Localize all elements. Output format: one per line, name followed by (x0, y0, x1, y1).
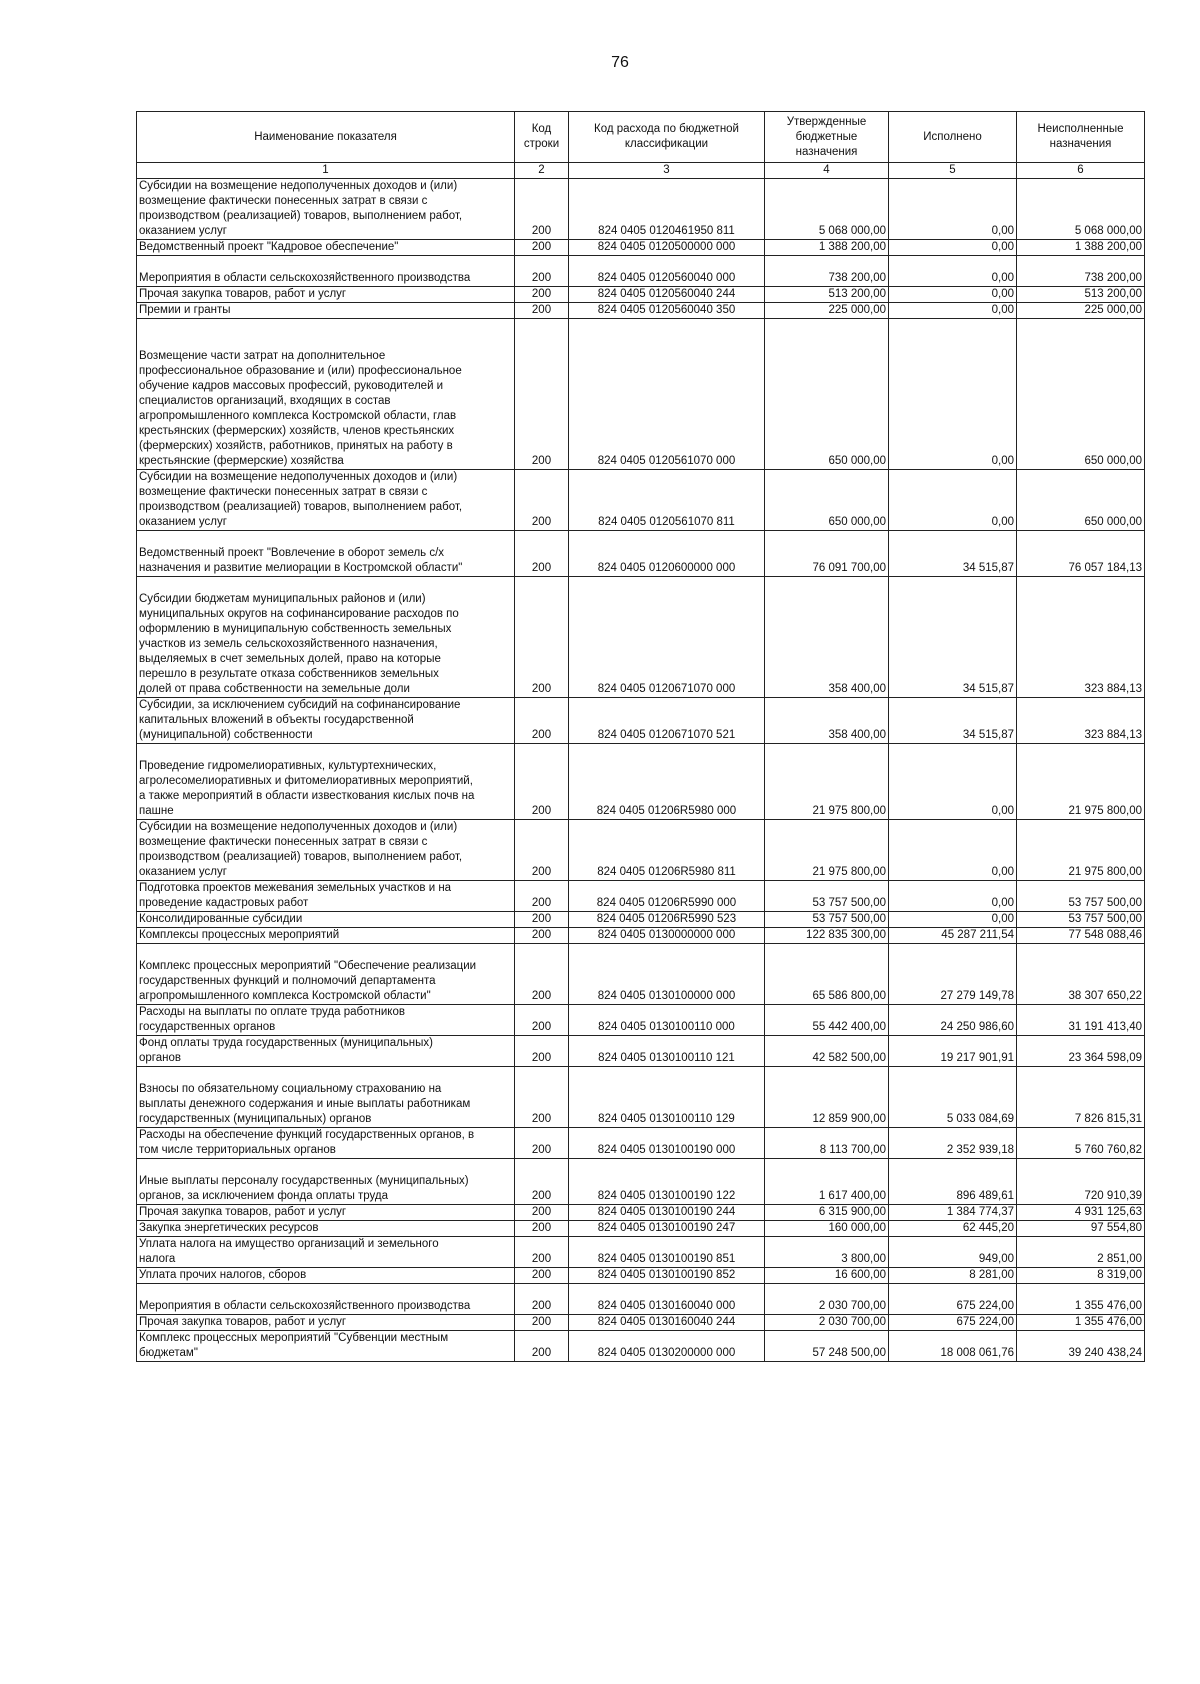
row-classification: 824 0405 0120560040 000 (569, 256, 765, 287)
row-code: 200 (515, 1128, 569, 1159)
row-code: 200 (515, 1005, 569, 1036)
row-name: Уплата прочих налогов, сборов (137, 1268, 515, 1284)
table-row (137, 1331, 1145, 1362)
row-unexecuted: 1 388 200,00 (1017, 240, 1145, 256)
row-unexecuted: 323 884,13 (1017, 577, 1145, 698)
row-executed: 0,00 (889, 881, 1017, 912)
row-code: 200 (515, 698, 569, 744)
row-executed: 0,00 (889, 179, 1017, 240)
row-classification: 824 0405 0130000000 000 (569, 928, 765, 944)
row-approved: 21 975 800,00 (765, 744, 889, 820)
row-executed: 675 224,00 (889, 1284, 1017, 1315)
column-number: 2 (515, 163, 569, 179)
row-classification: 824 0405 0120500000 000 (569, 240, 765, 256)
row-approved: 3 800,00 (765, 1237, 889, 1268)
table-row (137, 303, 1145, 319)
table-row (137, 470, 1145, 531)
row-classification: 824 0405 0120600000 000 (569, 531, 765, 577)
row-code: 200 (515, 1268, 569, 1284)
row-executed: 34 515,87 (889, 577, 1017, 698)
row-approved: 21 975 800,00 (765, 820, 889, 881)
row-classification: 824 0405 0130100190 851 (569, 1237, 765, 1268)
row-executed: 896 489,61 (889, 1159, 1017, 1205)
table-row (137, 698, 1145, 744)
row-approved: 16 600,00 (765, 1268, 889, 1284)
table-row (137, 531, 1145, 577)
row-classification: 824 0405 0120560040 350 (569, 303, 765, 319)
row-unexecuted: 77 548 088,46 (1017, 928, 1145, 944)
row-name: Прочая закупка товаров, работ и услуг (137, 1205, 515, 1221)
row-executed: 0,00 (889, 319, 1017, 470)
row-unexecuted: 38 307 650,22 (1017, 944, 1145, 1005)
row-approved: 12 859 900,00 (765, 1067, 889, 1128)
table-row (137, 928, 1145, 944)
row-executed: 24 250 986,60 (889, 1005, 1017, 1036)
row-code: 200 (515, 881, 569, 912)
row-executed: 2 352 939,18 (889, 1128, 1017, 1159)
row-unexecuted: 97 554,80 (1017, 1221, 1145, 1237)
row-classification: 824 0405 0130100190 247 (569, 1221, 765, 1237)
row-unexecuted: 39 240 438,24 (1017, 1331, 1145, 1362)
row-approved: 5 068 000,00 (765, 179, 889, 240)
row-name: Мероприятия в области сельскохозяйственного производства (137, 1284, 515, 1315)
header-name: Наименование показателя (137, 112, 515, 163)
header-approved: Утвержденные бюджетные назначения (765, 112, 889, 163)
row-approved: 738 200,00 (765, 256, 889, 287)
row-name: Комплекс процессных мероприятий "Обеспечение реализации государственных функций и полномочий департамента агропромышленного комплекса Костромской области" (137, 944, 515, 1005)
row-name: Прочая закупка товаров, работ и услуг (137, 1315, 515, 1331)
row-unexecuted: 720 910,39 (1017, 1159, 1145, 1205)
row-name: Прочая закупка товаров, работ и услуг (137, 287, 515, 303)
column-number: 5 (889, 163, 1017, 179)
row-code: 200 (515, 1036, 569, 1067)
row-unexecuted: 5 068 000,00 (1017, 179, 1145, 240)
table-row (137, 944, 1145, 1005)
row-name: Закупка энергетических ресурсов (137, 1221, 515, 1237)
row-unexecuted: 31 191 413,40 (1017, 1005, 1145, 1036)
row-classification: 824 0405 0130160040 244 (569, 1315, 765, 1331)
row-approved: 1 617 400,00 (765, 1159, 889, 1205)
row-name: Ведомственный проект "Вовлечение в оборот земель с/х назначения и развитие мелиорации в Костромской области" (137, 531, 515, 577)
row-executed: 675 224,00 (889, 1315, 1017, 1331)
row-code: 200 (515, 1067, 569, 1128)
row-classification: 824 0405 0130100110 121 (569, 1036, 765, 1067)
table-row (137, 240, 1145, 256)
row-name: Премии и гранты (137, 303, 515, 319)
row-approved: 76 091 700,00 (765, 531, 889, 577)
row-code: 200 (515, 944, 569, 1005)
row-code: 200 (515, 303, 569, 319)
row-code: 200 (515, 577, 569, 698)
row-code: 200 (515, 256, 569, 287)
row-code: 200 (515, 179, 569, 240)
column-number: 1 (137, 163, 515, 179)
row-unexecuted: 5 760 760,82 (1017, 1128, 1145, 1159)
row-approved: 6 315 900,00 (765, 1205, 889, 1221)
row-executed: 34 515,87 (889, 698, 1017, 744)
table-row (137, 577, 1145, 698)
row-name: Субсидии на возмещение недополученных доходов и (или) возмещение фактически понесенных затрат в связи с производством (реализацией) товаров, выполнением работ, оказанием услуг (137, 470, 515, 531)
row-approved: 2 030 700,00 (765, 1315, 889, 1331)
row-executed: 0,00 (889, 470, 1017, 531)
row-classification: 824 0405 01206R5980 000 (569, 744, 765, 820)
table-row (137, 881, 1145, 912)
row-executed: 949,00 (889, 1237, 1017, 1268)
row-code: 200 (515, 1237, 569, 1268)
row-classification: 824 0405 0120461950 811 (569, 179, 765, 240)
row-approved: 55 442 400,00 (765, 1005, 889, 1036)
column-number: 6 (1017, 163, 1145, 179)
row-unexecuted: 225 000,00 (1017, 303, 1145, 319)
row-executed: 0,00 (889, 240, 1017, 256)
row-name: Мероприятия в области сельскохозяйственного производства (137, 256, 515, 287)
row-name: Субсидии бюджетам муниципальных районов и (или) муниципальных округов на софинансирование расходов по оформлению в муниципальную собственность земельных участков из земель сельскохозяйственного назначения, выделяемых в счет земельных долей, право на которые перешло в результате отказа собственников земельных долей от права собственности на земельные доли (137, 577, 515, 698)
row-classification: 824 0405 0130200000 000 (569, 1331, 765, 1362)
row-approved: 513 200,00 (765, 287, 889, 303)
row-approved: 650 000,00 (765, 470, 889, 531)
table-row (137, 912, 1145, 928)
row-approved: 57 248 500,00 (765, 1331, 889, 1362)
row-code: 200 (515, 1331, 569, 1362)
table-row (137, 1036, 1145, 1067)
row-name: Расходы на обеспечение функций государственных органов, в том числе территориальных органов (137, 1128, 515, 1159)
row-name: Взносы по обязательному социальному страхованию на выплаты денежного содержания и иные выплаты работникам государственных (муниципальных) органов (137, 1067, 515, 1128)
row-code: 200 (515, 1205, 569, 1221)
row-name: Консолидированные субсидии (137, 912, 515, 928)
row-name: Уплата налога на имущество организаций и земельного налога (137, 1237, 515, 1268)
row-approved: 225 000,00 (765, 303, 889, 319)
row-name: Комплексы процессных мероприятий (137, 928, 515, 944)
table-row (137, 1205, 1145, 1221)
row-executed: 0,00 (889, 820, 1017, 881)
table-row (137, 1268, 1145, 1284)
table-row (137, 1005, 1145, 1036)
row-approved: 358 400,00 (765, 698, 889, 744)
row-classification: 824 0405 0130100110 000 (569, 1005, 765, 1036)
row-approved: 53 757 500,00 (765, 881, 889, 912)
row-unexecuted: 738 200,00 (1017, 256, 1145, 287)
row-code: 200 (515, 928, 569, 944)
row-name: Комплекс процессных мероприятий "Субвенции местным бюджетам" (137, 1331, 515, 1362)
row-name: Фонд оплаты труда государственных (муниципальных) органов (137, 1036, 515, 1067)
column-number: 4 (765, 163, 889, 179)
row-code: 200 (515, 744, 569, 820)
table-row (137, 256, 1145, 287)
page-number: 76 (611, 54, 629, 71)
row-executed: 0,00 (889, 912, 1017, 928)
row-code: 200 (515, 531, 569, 577)
row-unexecuted: 2 851,00 (1017, 1237, 1145, 1268)
row-unexecuted: 21 975 800,00 (1017, 744, 1145, 820)
row-executed: 19 217 901,91 (889, 1036, 1017, 1067)
row-approved: 42 582 500,00 (765, 1036, 889, 1067)
table-row (137, 744, 1145, 820)
row-code: 200 (515, 470, 569, 531)
row-approved: 122 835 300,00 (765, 928, 889, 944)
row-classification: 824 0405 0130100110 129 (569, 1067, 765, 1128)
row-unexecuted: 1 355 476,00 (1017, 1315, 1145, 1331)
column-number-row (137, 163, 1145, 179)
row-code: 200 (515, 912, 569, 928)
row-executed: 5 033 084,69 (889, 1067, 1017, 1128)
row-code: 200 (515, 240, 569, 256)
row-name: Ведомственный проект "Кадровое обеспечение" (137, 240, 515, 256)
row-classification: 824 0405 01206R5990 523 (569, 912, 765, 928)
row-executed: 0,00 (889, 303, 1017, 319)
row-code: 200 (515, 1284, 569, 1315)
header-unexecuted: Неисполненные назначения (1017, 112, 1145, 163)
row-approved: 1 388 200,00 (765, 240, 889, 256)
row-unexecuted: 650 000,00 (1017, 319, 1145, 470)
row-executed: 27 279 149,78 (889, 944, 1017, 1005)
row-approved: 650 000,00 (765, 319, 889, 470)
row-executed: 18 008 061,76 (889, 1331, 1017, 1362)
row-code: 200 (515, 287, 569, 303)
row-code: 200 (515, 1221, 569, 1237)
row-classification: 824 0405 01206R5990 000 (569, 881, 765, 912)
row-approved: 358 400,00 (765, 577, 889, 698)
header-classification: Код расхода по бюджетной классификации (569, 112, 765, 163)
row-unexecuted: 23 364 598,09 (1017, 1036, 1145, 1067)
row-executed: 1 384 774,37 (889, 1205, 1017, 1221)
row-unexecuted: 4 931 125,63 (1017, 1205, 1145, 1221)
row-name: Субсидии на возмещение недополученных доходов и (или) возмещение фактически понесенных затрат в связи с производством (реализацией) товаров, выполнением работ, оказанием услуг (137, 179, 515, 240)
row-name: Расходы на выплаты по оплате труда работников государственных органов (137, 1005, 515, 1036)
table-row (137, 1237, 1145, 1268)
table-body (137, 179, 1145, 1362)
row-name: Субсидии на возмещение недополученных доходов и (или) возмещение фактически понесенных затрат в связи с производством (реализацией) товаров, выполнением работ, оказанием услуг (137, 820, 515, 881)
header-executed: Исполнено (889, 112, 1017, 163)
row-executed: 45 287 211,54 (889, 928, 1017, 944)
row-executed: 62 445,20 (889, 1221, 1017, 1237)
row-approved: 8 113 700,00 (765, 1128, 889, 1159)
row-name: Проведение гидромелиоративных, культуртехнических, агролесомелиоративных и фитомелиоративных мероприятий, а также мероприятий в области известкования кислых почв на пашне (137, 744, 515, 820)
row-executed: 8 281,00 (889, 1268, 1017, 1284)
table-row (137, 287, 1145, 303)
table-row (137, 179, 1145, 240)
row-unexecuted: 513 200,00 (1017, 287, 1145, 303)
row-approved: 2 030 700,00 (765, 1284, 889, 1315)
row-classification: 824 0405 0120561070 000 (569, 319, 765, 470)
header-code: Код строки (515, 112, 569, 163)
row-unexecuted: 76 057 184,13 (1017, 531, 1145, 577)
row-classification: 824 0405 0130100190 244 (569, 1205, 765, 1221)
row-name: Подготовка проектов межевания земельных участков и на проведение кадастровых работ (137, 881, 515, 912)
row-unexecuted: 7 826 815,31 (1017, 1067, 1145, 1128)
table-row (137, 1221, 1145, 1237)
row-unexecuted: 650 000,00 (1017, 470, 1145, 531)
table-row (137, 1284, 1145, 1315)
table-row (137, 1159, 1145, 1205)
row-executed: 0,00 (889, 256, 1017, 287)
table-row (137, 1128, 1145, 1159)
row-unexecuted: 21 975 800,00 (1017, 820, 1145, 881)
row-classification: 824 0405 0120561070 811 (569, 470, 765, 531)
row-classification: 824 0405 0120671070 000 (569, 577, 765, 698)
row-unexecuted: 53 757 500,00 (1017, 912, 1145, 928)
row-classification: 824 0405 0130100000 000 (569, 944, 765, 1005)
row-classification: 824 0405 0120671070 521 (569, 698, 765, 744)
row-unexecuted: 1 355 476,00 (1017, 1284, 1145, 1315)
row-code: 200 (515, 319, 569, 470)
row-executed: 0,00 (889, 287, 1017, 303)
budget-report-table (136, 111, 1145, 1362)
row-name: Возмещение части затрат на дополнительное профессиональное образование и (или) профессиональное обучение кадров массовых профессий, руководителей и специалистов организаций, входящих в состав агропромышленного комплекса Костромской области, глав крестьянских (фермерских) хозяйств, членов крестьянских (фермерских) хозяйств, работников, принятых на работу в крестьянские (фермерские) хозяйства (137, 319, 515, 470)
row-name: Иные выплаты персоналу государственных (муниципальных) органов, за исключением фонда оплаты труда (137, 1159, 515, 1205)
row-approved: 65 586 800,00 (765, 944, 889, 1005)
row-name: Субсидии, за исключением субсидий на софинансирование капитальных вложений в объекты государственной (муниципальной) собственности (137, 698, 515, 744)
row-unexecuted: 53 757 500,00 (1017, 881, 1145, 912)
row-code: 200 (515, 1159, 569, 1205)
row-classification: 824 0405 0130100190 122 (569, 1159, 765, 1205)
row-classification: 824 0405 0130100190 000 (569, 1128, 765, 1159)
row-classification: 824 0405 0130100190 852 (569, 1268, 765, 1284)
table-row (137, 1315, 1145, 1331)
row-classification: 824 0405 0130160040 000 (569, 1284, 765, 1315)
table-row (137, 319, 1145, 470)
table-row (137, 820, 1145, 881)
row-executed: 34 515,87 (889, 531, 1017, 577)
row-approved: 53 757 500,00 (765, 912, 889, 928)
column-number: 3 (569, 163, 765, 179)
row-code: 200 (515, 1315, 569, 1331)
row-classification: 824 0405 01206R5980 811 (569, 820, 765, 881)
header-row (137, 112, 1145, 163)
row-unexecuted: 323 884,13 (1017, 698, 1145, 744)
row-executed: 0,00 (889, 744, 1017, 820)
row-unexecuted: 8 319,00 (1017, 1268, 1145, 1284)
row-code: 200 (515, 820, 569, 881)
row-approved: 160 000,00 (765, 1221, 889, 1237)
table-row (137, 1067, 1145, 1128)
row-classification: 824 0405 0120560040 244 (569, 287, 765, 303)
